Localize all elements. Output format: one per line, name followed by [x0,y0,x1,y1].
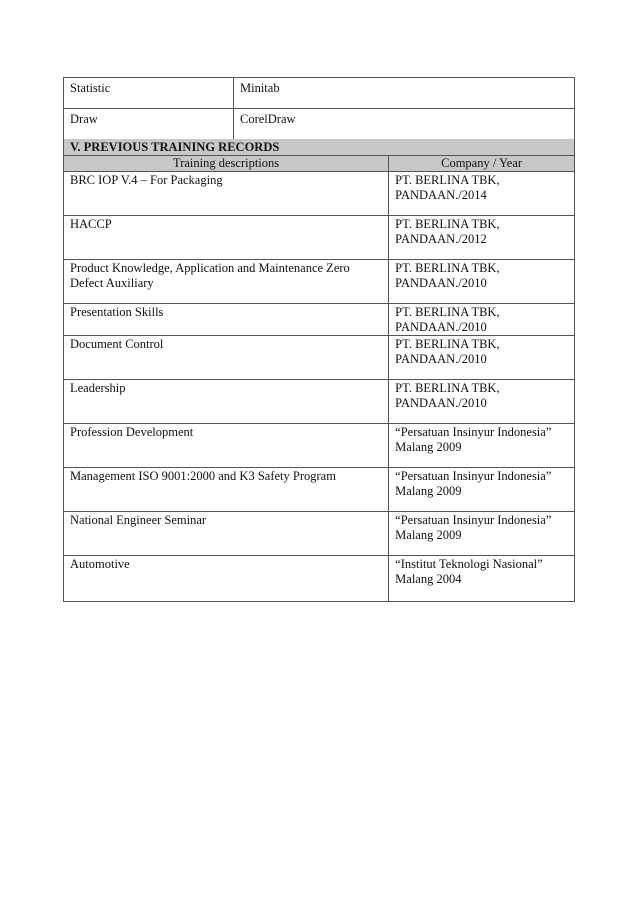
training-description [64,512,389,556]
table-row [64,78,575,109]
table-row [64,380,575,424]
header-description: Training descriptions [64,156,389,172]
training-company [389,556,575,602]
company-line-1: PT. BERLINA TBK, [395,381,500,395]
training-description [64,380,389,424]
description-text: Leadership [70,381,126,395]
table-row [64,424,575,468]
company-line-2: PANDAAN./2012 [395,232,487,246]
training-description [64,260,389,304]
company-line-2: Malang 2009 [395,528,462,542]
training-records-table [63,139,575,602]
header-company: Company / Year [389,156,575,172]
description-text: Presentation Skills [70,305,164,319]
training-description [64,304,389,336]
training-company [389,468,575,512]
training-company [389,172,575,216]
training-company [389,216,575,260]
table-row [64,512,575,556]
company-line-1: “Persatuan Insinyur Indonesia” [395,513,552,527]
description-text: BRC IOP V.4 – For Packaging [70,173,223,187]
company-line-1: PT. BERLINA TBK, [395,217,500,231]
company-line-2: PANDAAN./2010 [395,320,487,334]
training-company [389,304,575,336]
training-company [389,336,575,380]
table-row [64,260,575,304]
company-line-2: Malang 2009 [395,440,462,454]
company-line-2: PANDAAN./2010 [395,352,487,366]
skill-value: Minitab [234,78,575,109]
section-heading-row [64,139,575,156]
table-row [64,556,575,602]
company-line-1: PT. BERLINA TBK, [395,173,500,187]
description-line-1: Product Knowledge, Application and Maintenance Zero [70,261,350,275]
company-line-1: PT. BERLINA TBK, [395,261,500,275]
training-description [64,556,389,602]
description-text: Document Control [70,337,164,351]
table-row [64,304,575,336]
description-text: Management ISO 9001:2000 and K3 Safety Program [70,469,336,483]
skill-label: Statistic [64,78,234,109]
skill-label: Draw [64,109,234,140]
description-text: National Engineer Seminar [70,513,207,527]
training-description [64,336,389,380]
table-header-row [64,156,575,172]
skill-value: CorelDraw [234,109,575,140]
table-row [64,336,575,380]
company-line-1: “Persatuan Insinyur Indonesia” [395,469,552,483]
table-row [64,172,575,216]
table-row [64,468,575,512]
company-line-2: PANDAAN./2014 [395,188,487,202]
training-description [64,172,389,216]
table-row [64,216,575,260]
company-line-2: PANDAAN./2010 [395,396,487,410]
training-description [64,424,389,468]
document-page [63,77,575,602]
software-skills-table [63,77,575,140]
company-line-2: Malang 2009 [395,484,462,498]
training-company [389,424,575,468]
company-line-1: PT. BERLINA TBK, [395,305,500,319]
description-text: HACCP [70,217,112,231]
company-line-1: “Institut Teknologi Nasional” [395,557,543,571]
company-line-1: “Persatuan Insinyur Indonesia” [395,425,552,439]
training-company [389,260,575,304]
description-text: Profession Development [70,425,194,439]
section-title: V. PREVIOUS TRAINING RECORDS [64,139,575,156]
training-company [389,512,575,556]
company-line-1: PT. BERLINA TBK, [395,337,500,351]
company-line-2: Malang 2004 [395,572,462,586]
training-company [389,380,575,424]
company-line-2: PANDAAN./2010 [395,276,487,290]
training-description [64,468,389,512]
description-line-2: Defect Auxiliary [70,276,154,290]
description-text: Automotive [70,557,130,571]
table-row [64,109,575,140]
training-description [64,216,389,260]
